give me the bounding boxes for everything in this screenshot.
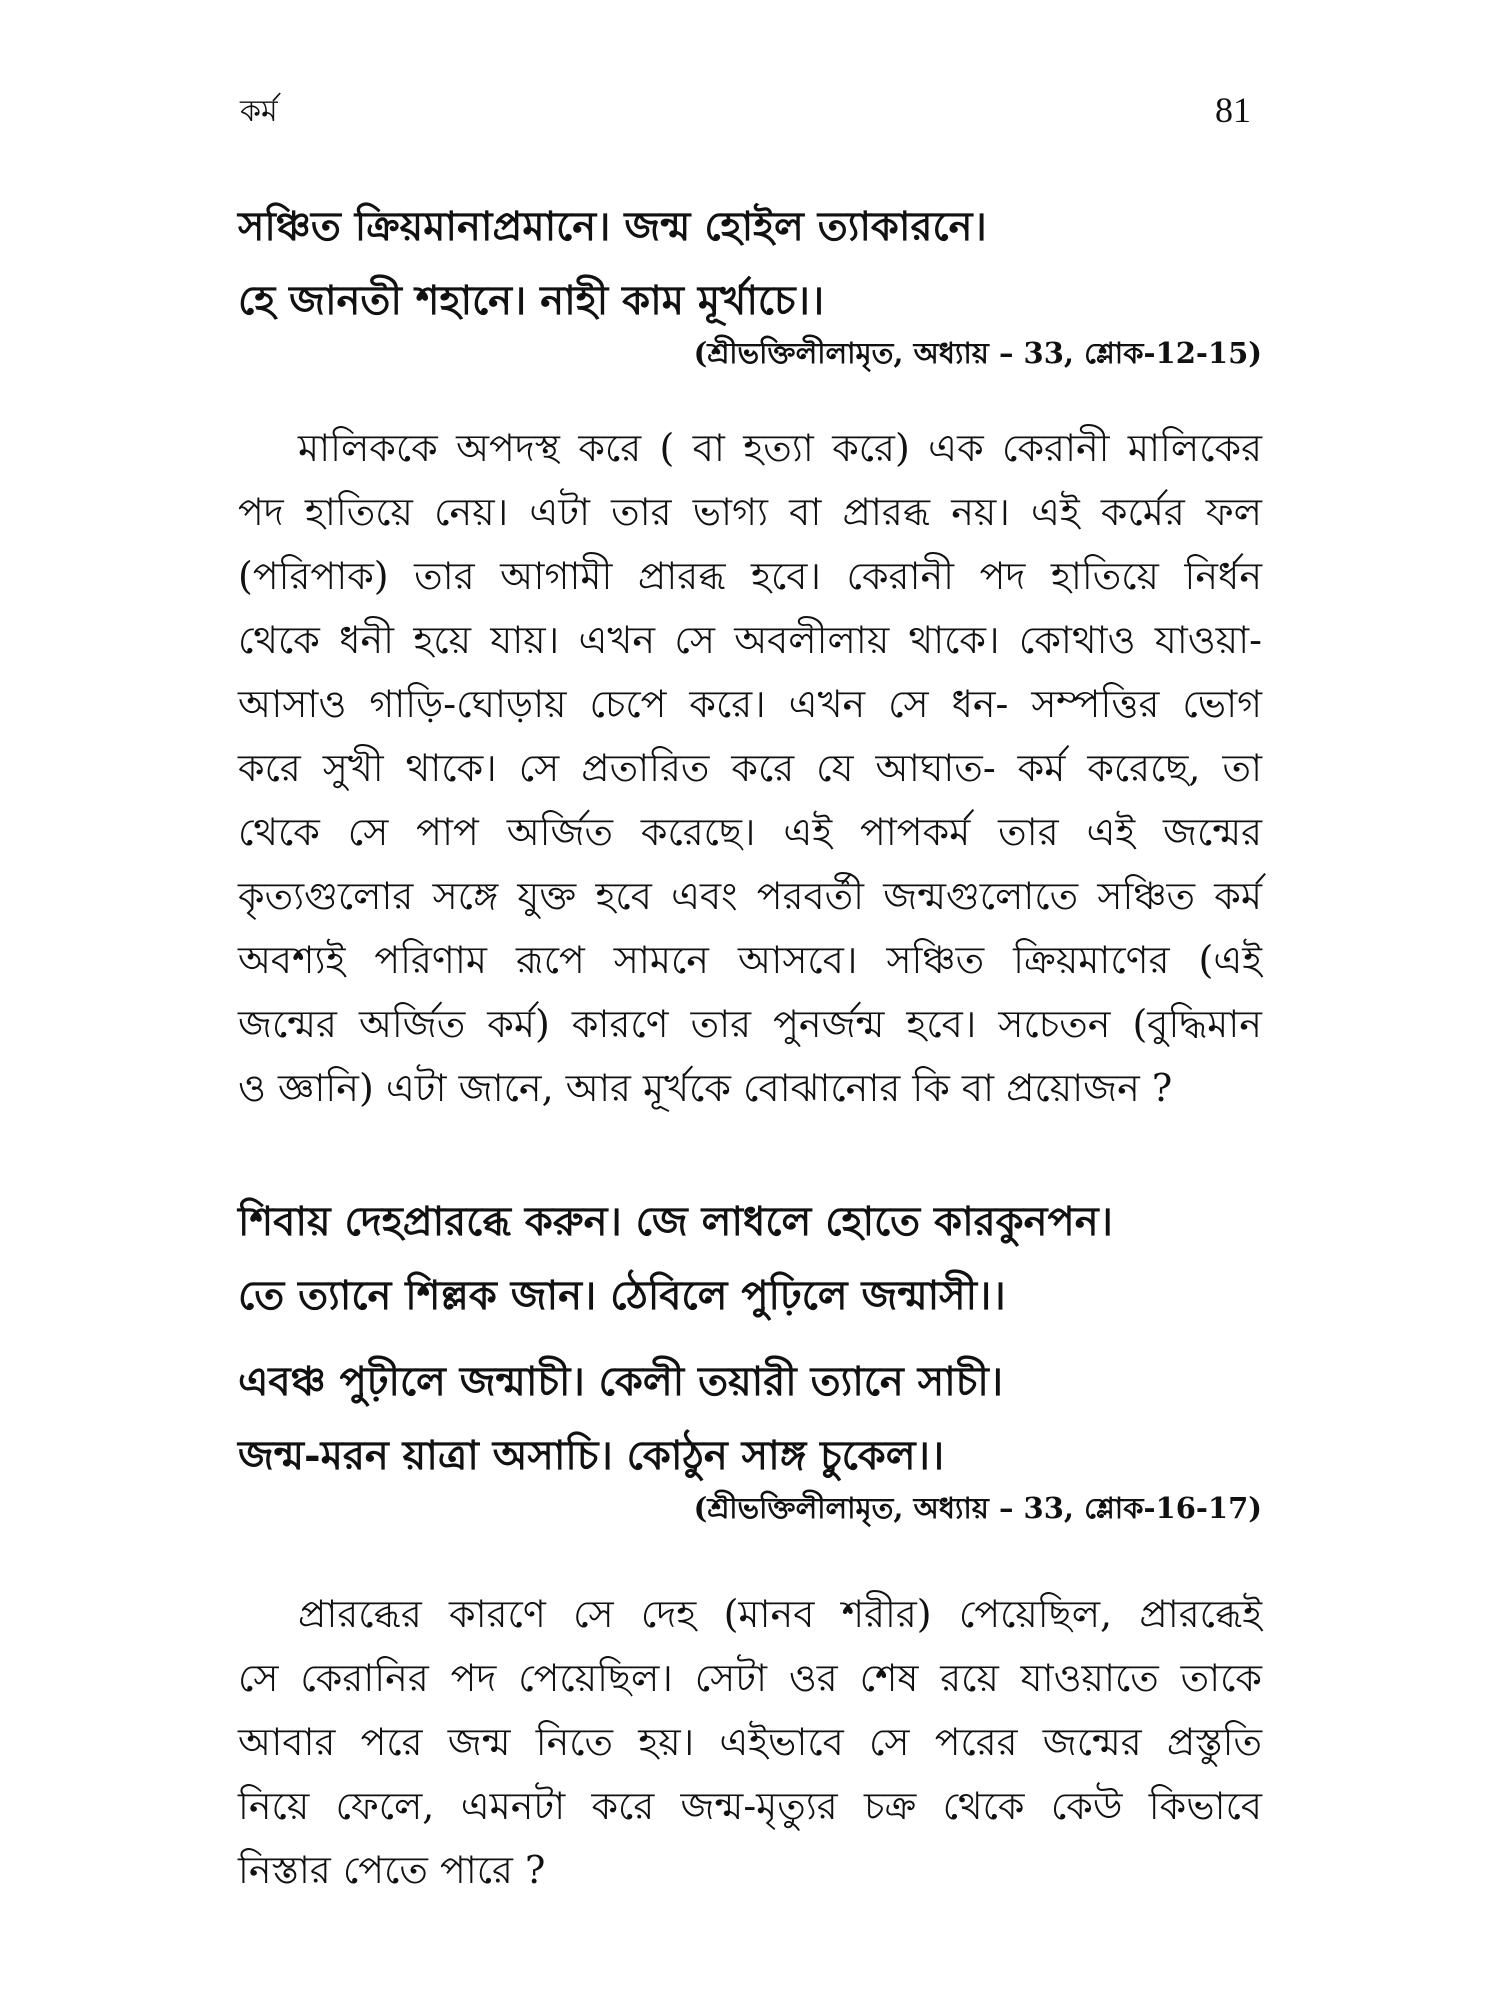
- paragraph-line: অবশ্যই পরিণাম রূপে সামনে আসবে। সঞ্চিত ক্রিয়মাণের (এই: [238, 938, 1262, 982]
- paragraph-2: [238, 1582, 1262, 1902]
- paragraph-1: [238, 416, 1262, 1120]
- verse-block-3: [238, 1345, 1278, 1493]
- verse-line: শিবায় দেহপ্রারব্ধে করুন। জে লাধলে হোতে কারকুনপন।: [238, 1198, 1113, 1245]
- verse-line: জন্ম-মরন য়াত্রা অসাচি। কোঠুন সাঙ্গ চুকেল।।: [238, 1432, 945, 1479]
- verse-citation-2: (শ্রীভক্তিলীলামৃত, অধ্যায় – 33, শ্লোক-16-17): [693, 1491, 1262, 1525]
- verse-line: তে ত্যানে শিল্লক জান। ঠেবিলে পুঢ়িলে জন্মাসী।।: [238, 1272, 1006, 1319]
- paragraph-line: নিয়ে ফেলে, এমনটা করে জন্ম-মৃত্যুর চক্র থেকে কেউ কিভাবে: [238, 1784, 1262, 1828]
- page-number: 81: [1215, 90, 1251, 130]
- running-head: কর্ম: [240, 94, 278, 129]
- paragraph-line: নিস্তার পেতে পারে ?: [238, 1848, 546, 1892]
- verse-block-2: [238, 1185, 1278, 1333]
- verse-line: সঞ্চিত ক্রিয়মানাপ্রমানে। জন্ম হোইল ত্যাকারনে।: [238, 203, 987, 250]
- paragraph-line: মালিককে অপদস্থ করে ( বা হত্যা করে) এক কেরানী মালিকের: [298, 426, 1262, 470]
- paragraph-line: থেকে ধনী হয়ে যায়। এখন সে অবলীলায় থাকে। কোথাও যাওয়া-: [238, 618, 1262, 662]
- paragraph-line: আসাও গাড়ি-ঘোড়ায় চেপে করে। এখন সে ধন- সম্পত্তির ভোগ: [238, 682, 1262, 726]
- paragraph-line: জন্মের অর্জিত কর্ম) কারণে তার পুনর্জন্ম হবে। সচেতন (বুদ্ধিমান: [238, 1002, 1262, 1046]
- paragraph-line: থেকে সে পাপ অর্জিত করেছে। এই পাপকর্ম তার এই জন্মের: [238, 810, 1262, 854]
- paragraph-line: করে সুখী থাকে। সে প্রতারিত করে যে আঘাত- কর্ম করেছে, তা: [238, 746, 1262, 790]
- verse-citation-1: (শ্রীভক্তিলীলামৃত, অধ্যায় – 33, শ্লোক-12-15): [693, 336, 1262, 370]
- paragraph-line: আবার পরে জন্ম নিতে হয়। এইভাবে সে পরের জন্মের প্রস্তুতি: [238, 1720, 1262, 1764]
- verse-line: এবঞ্চ পুঢ়ীলে জন্মাচী। কেলী তয়ারী ত্যানে সাচী।: [238, 1358, 1004, 1405]
- paragraph-line: (পরিপাক) তার আগামী প্রারব্ধ হবে। কেরানী পদ হাতিয়ে নির্ধন: [238, 554, 1262, 598]
- verse-block-1: [238, 190, 1278, 338]
- paragraph-line: কৃত্যগুলোর সঙ্গে যুক্ত হবে এবং পরবর্তী জন্মগুলোতে সঞ্চিত কর্ম: [238, 874, 1262, 918]
- paragraph-line: সে কেরানির পদ পেয়েছিল। সেটা ওর শেষ রয়ে যাওয়াতে তাকে: [238, 1656, 1262, 1700]
- paragraph-line: ও জ্ঞানি) এটা জানে, আর মূর্খকে বোঝানোর কি বা প্রয়োজন ?: [238, 1066, 1173, 1110]
- paragraph-line: প্রারব্ধের কারণে সে দেহ (মানব শরীর) পেয়েছিল, প্রারব্ধেই: [298, 1592, 1262, 1636]
- verse-line: হে জানতী শহানে। নাহী কাম মূর্খাচে।।: [238, 277, 825, 324]
- paragraph-line: পদ হাতিয়ে নেয়। এটা তার ভাগ্য বা প্রারব্ধ নয়। এই কর্মের ফল: [238, 490, 1262, 534]
